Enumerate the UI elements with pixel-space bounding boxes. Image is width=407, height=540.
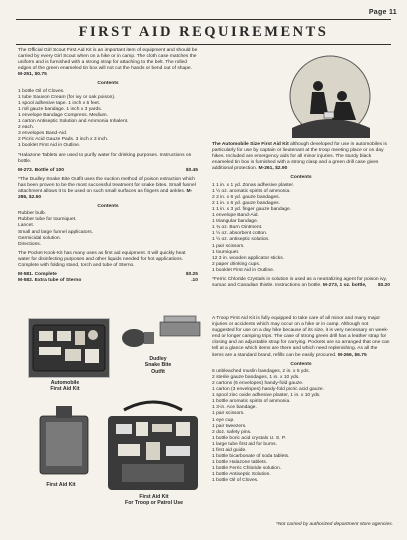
troop-contents-heading: Contents	[290, 361, 312, 367]
first-aid-kit-photo	[34, 402, 94, 480]
pocket-code-2: M-582. Extra tube of Sterno	[18, 278, 82, 284]
list-item: 1 ¾ oz. Burn Ointment.	[212, 225, 263, 231]
pocket-intro: The Pocket Kook-Kit has many uses as first aid equipment. It will quickly heat water for disinfecting purposes and other liquids needed for hot applications. Complete with folding stand, torch and tube of Sterno.	[18, 250, 186, 268]
list-item: Directions.	[18, 241, 42, 247]
troop-caption-line-2: For Troop or Patrol Use	[125, 500, 183, 507]
auto-contents-heading: Contents	[290, 175, 312, 181]
scouts-drawing	[272, 50, 388, 140]
kit-items-list	[18, 89, 198, 150]
list-item: Lancet.	[18, 223, 35, 229]
list-item: 1 bottle boric acid crystals U. S. P.	[212, 435, 286, 441]
kit-code: M-251, $0.75	[18, 72, 47, 78]
kit-intro	[18, 48, 198, 78]
list-item: 1 1 in. x 3 yd. finger gauze bandage.	[212, 206, 292, 212]
list-item: 1 carton (3 envelopes) handy-fold picric acid gauze.	[212, 387, 325, 393]
pocket-price-2: .10	[191, 278, 198, 284]
dudley-outfit-photo	[118, 322, 158, 352]
list-item: 1 bottle Oil of Cloves.	[212, 478, 259, 484]
halazone-code: M-272. Bottle of 100	[18, 167, 64, 173]
dudley-caption	[130, 356, 186, 375]
list-item: 2 doz. safety pins.	[212, 429, 252, 435]
list-item: 2 2 in. x 6 yd. gauze bandages.	[212, 194, 280, 200]
list-item: 1 first aid guide.	[212, 447, 247, 453]
page-number: Page 11	[368, 9, 397, 16]
troop-code: M-266, $6.75	[337, 352, 367, 358]
ferric-description: *Ferric Chloride Crystals in solution is used as a neutralizing agent for poison ivy, sumac and Canadian thistle. Instructions on bottle.	[212, 276, 387, 289]
list-item: 1 roll gauze bandage. 1 inch x 3 yards.	[18, 106, 103, 112]
list-item: 2 paper drinking cups.	[212, 261, 261, 267]
troop-kit-photo	[104, 400, 202, 492]
list-item: 1 triangular bandage.	[212, 219, 259, 225]
list-item: 1 eye cup.	[212, 417, 235, 423]
auto-items-list	[212, 183, 390, 274]
list-item: 12 3 in. wooden applicator sticks.	[212, 255, 285, 261]
list-item: 1 ½ oz. antiseptic solution.	[212, 237, 270, 243]
first-aid-kit-drawing	[34, 402, 94, 480]
list-item: 1 carton Antiseptic Solution and Ammonia Inhalent.	[18, 119, 129, 125]
dudley-caption-line-3: Outfit	[151, 368, 165, 375]
list-item: 1 bottle Oil of Cloves.	[18, 88, 65, 94]
dudley-drawing	[118, 322, 158, 352]
troop-text: A Troop First Aid Kit is fully equipped to take care of all minor and many major injuries or accidents which may occur on a hike or in camp. Although not suggested for use on a day hike because of its size, it is very necessary on week-end or longer camping trips. The case of strong green drill has a leather strap for closing and an adjustable strap for carrying. Pockets are so arranged that one can tell at a glance which items are there and which need replenishing. As all the items are a standard brand, refills can be easily procured.	[212, 316, 390, 358]
list-item: 1 3-in. Ace bandage.	[212, 405, 257, 411]
auto-kit-name: The Automobile Size First Aid Kit	[212, 142, 289, 147]
auto-kit-text: although developed for use in automobiles is particularly for use by captain or lieutenant at the troop meeting place or on day hikes. Included are emergency aids for all minor injuries. The sturdy black enameled tin box is furnished with a strong clasp and a green drill case gives additional protection.	[212, 142, 387, 172]
title-bar	[16, 19, 391, 45]
ferric-price: $0.20	[377, 283, 390, 289]
troop-caption-line-1: First Aid Kit	[139, 494, 169, 500]
list-item: 1 pair scissors.	[212, 243, 245, 249]
list-item: 1 tube Sauvon Cream (for ivy or oak poison).	[18, 94, 116, 100]
snake-code: M-286, $2.50	[18, 188, 193, 201]
first-aid-caption: First Aid Kit	[46, 482, 76, 488]
list-item: 2 sterile gauze bandages, 1 in. x 10 yds.	[212, 374, 300, 380]
dudley-caption-line-1: Dudley	[149, 356, 167, 362]
automobile-caption-line-2: First Aid Kit	[50, 386, 80, 393]
automobile-kit-drawing	[29, 319, 109, 377]
list-item: 2 Picric Acid Gauze Pads. 3 inch x 3 inch.	[18, 137, 109, 143]
troop-items-list	[212, 369, 390, 485]
list-item: 1 1 in. x 1 yd. Zonas adhesive plaster.	[212, 182, 295, 188]
list-item: 2 1 in. x 6 yd. gauze bandages.	[212, 200, 280, 206]
automobile-caption	[30, 380, 100, 393]
list-item: 3 envelopes Band-Aid.	[18, 131, 68, 137]
ferric-code: M-273, 1 oz. bottle,	[322, 283, 367, 289]
halazone-text: *Halazone Tablets are used to purify water for drinking purposes. Instructions on bottle.	[18, 152, 192, 164]
list-item: 1 spool zinc oxide adhesive plaster, 1 in. x 10 yds.	[212, 393, 321, 399]
page-title: FIRST AID REQUIREMENTS	[78, 24, 329, 40]
list-item: 1 bottle Antiseptic Solution.	[212, 472, 271, 478]
list-item: 1 envelope Band-Aid.	[212, 213, 259, 219]
list-item: 1 large tube first aid for burns.	[212, 441, 277, 447]
troop-kit-drawing	[104, 400, 202, 492]
snake-intro-text: *The Dudley Snake Bite Outfit uses the suction method of poison extraction which has been proven to be the most successful treatment for snake bites. Small funnel attachment allows it to be used on such small surfaces as fingers and ankles.	[18, 176, 196, 194]
halazone-price: $0.45	[185, 167, 198, 173]
automobile-kit-photo	[28, 318, 110, 378]
pocket-price-1: $0.25	[185, 272, 198, 278]
list-item: 1 pair tweezers.	[212, 423, 247, 429]
auto-kit-description	[212, 142, 390, 172]
ferric-text	[212, 277, 390, 289]
kit-intro-text: The Official Girl Scout First Aid Kit is an important item of equipment and should be carried by every Girl Scout when on a hike or in camp. The cloth case matches the uniform and is furnished with a strong strap for attaching to the belt. The rolled edges of the green enameled tin box will not cut the hands or bend out of shape.	[18, 48, 198, 72]
list-item: 1 booklet First Aid in Outline.	[18, 143, 81, 149]
troop-description	[212, 316, 390, 359]
list-item: 1 bottle aromatic spirits of ammonia.	[212, 399, 291, 405]
list-item: Rubber tube for tourniquet.	[18, 217, 77, 223]
automobile-caption-line-1: Automobile	[50, 380, 80, 386]
list-item: 1 spool adhesive tape. 1 inch x 5 feet.	[18, 100, 101, 106]
stove-drawing	[154, 312, 206, 342]
snake-contents-heading: Contents	[97, 204, 119, 210]
troop-caption	[104, 494, 204, 507]
dudley-caption-line-2: Snake Bite	[144, 362, 172, 369]
list-item: 1 bottle Ferric Chloride solution.	[212, 466, 282, 472]
pocket-line-2	[18, 278, 198, 284]
footnote: *Not carried by authorized department store agencies.	[275, 522, 393, 527]
pocket-code-1: M-581. Complete	[18, 272, 57, 278]
scouts-illustration	[272, 50, 388, 140]
list-item: 2 each.	[18, 125, 35, 131]
list-item: Germicidal solution.	[18, 235, 61, 241]
list-item: 1 envelope Bandage Compress. Medium.	[18, 112, 108, 118]
list-item: Rubber bulb.	[18, 211, 47, 217]
left-column	[18, 48, 198, 284]
kit-contents-heading: Contents	[97, 81, 119, 87]
pocket-kook-kit-photo	[154, 312, 206, 342]
list-item: 1 bottle bicarbonate of soda tablets.	[212, 454, 290, 460]
list-item: 1 ½ oz. aromatic spirits of ammonia.	[212, 188, 291, 194]
list-item: 2 cartons (6 envelopes) handy-fold gauze.	[212, 380, 304, 386]
snake-items-list	[18, 211, 198, 248]
right-column-top	[212, 142, 390, 292]
snake-intro	[18, 177, 198, 201]
list-item: 6 unbleached muslin bandages, 2 in. x 5 yds.	[212, 368, 310, 374]
auto-kit-code: M-261, $2.90	[258, 166, 288, 172]
list-item: 1 bottle Halazone tablets.	[212, 460, 268, 466]
list-item: Small and large funnel applicators.	[18, 229, 94, 235]
list-item: 1 tourniquet.	[212, 249, 240, 255]
halazone-line	[18, 168, 198, 174]
right-column-bottom	[212, 316, 390, 485]
list-item: 1 ½ oz. absorbent cotton.	[212, 231, 268, 237]
list-item: 1 pair scissors.	[212, 411, 245, 417]
list-item: 1 booklet First Aid in Outline.	[212, 267, 275, 273]
